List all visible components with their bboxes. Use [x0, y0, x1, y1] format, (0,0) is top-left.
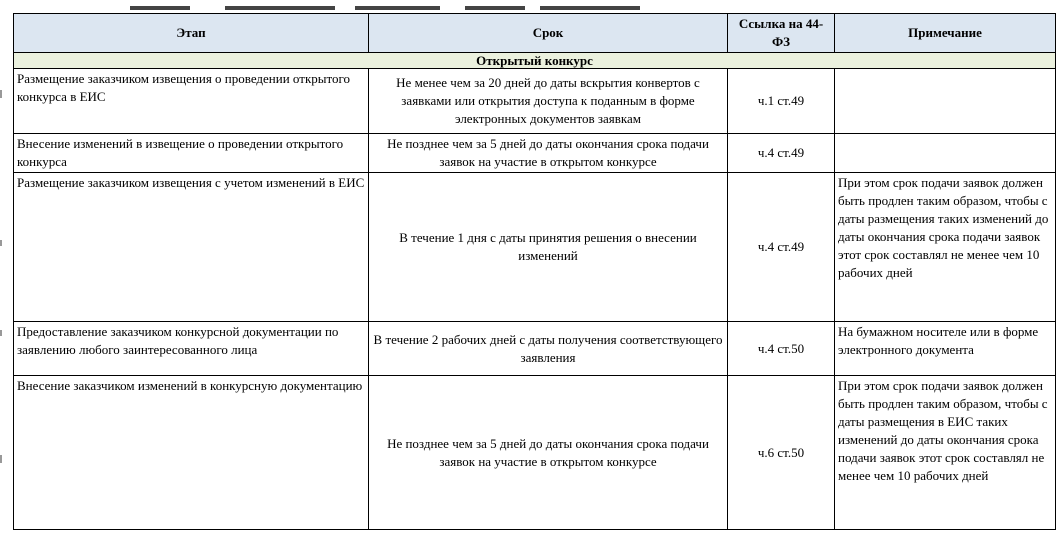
reference-cell: ч.4 ст.50: [728, 322, 835, 376]
reference-cell: ч.4 ст.49: [728, 134, 835, 173]
reference-cell: ч.6 ст.50: [728, 376, 835, 530]
left-margin-mark: [0, 455, 2, 463]
header-row: [14, 14, 1056, 53]
stage-cell: Размещение заказчиком извещения о проведении открытого конкурса в ЕИС: [14, 69, 369, 134]
header-reference: Ссылка на 44-ФЗ: [728, 14, 835, 53]
note-cell: При этом срок подачи заявок должен быть продлен таким образом, чтобы с даты размещения таких изменений до даты окончания срока подачи заявок этот срок составлял не менее чем 10 рабочих дней: [835, 173, 1056, 322]
stage-cell: Внесение изменений в извещение о проведении открытого конкурса: [14, 134, 369, 173]
note-cell: На бумажном носителе или в форме электронного документа: [835, 322, 1056, 376]
table-row: [14, 376, 1056, 530]
table-row: [14, 134, 1056, 173]
stage-cell: Размещение заказчиком извещения с учетом изменений в ЕИС: [14, 173, 369, 322]
cropped-heading-remnant: [20, 0, 1040, 14]
table-row: [14, 173, 1056, 322]
table-row: [14, 69, 1056, 134]
stage-cell: Предоставление заказчиком конкурсной документации по заявлению любого заинтересованного лица: [14, 322, 369, 376]
term-cell: В течение 1 дня с даты принятия решения о внесении изменений: [369, 173, 728, 322]
term-cell: Не менее чем за 20 дней до даты вскрытия конвертов с заявками или открытия доступа к поданным в форме электронных документов заявкам: [369, 69, 728, 134]
header-note: Примечание: [835, 14, 1056, 53]
left-margin-mark: [0, 240, 2, 246]
reference-cell: ч.4 ст.49: [728, 173, 835, 322]
note-cell: [835, 69, 1056, 134]
section-row: [14, 53, 1056, 69]
note-cell: При этом срок подачи заявок должен быть продлен таким образом, чтобы с даты размещения в ЕИС таких изменений до даты окончания срока подачи заявок этот срок составлял не менее чем 10 рабочих дней: [835, 376, 1056, 530]
term-cell: Не позднее чем за 5 дней до даты окончания срока подачи заявок на участие в открытом конкурсе: [369, 376, 728, 530]
left-margin-mark: [0, 90, 2, 98]
left-margin-mark: [0, 330, 2, 336]
reference-cell: ч.1 ст.49: [728, 69, 835, 134]
term-cell: Не позднее чем за 5 дней до даты окончания срока подачи заявок на участие в открытом конкурсе: [369, 134, 728, 173]
section-title: Открытый конкурс: [14, 53, 1056, 69]
procurement-schedule-table: [13, 13, 1056, 530]
header-stage: Этап: [14, 14, 369, 53]
note-cell: [835, 134, 1056, 173]
table-row: [14, 322, 1056, 376]
header-term: Срок: [369, 14, 728, 53]
term-cell: В течение 2 рабочих дней с даты получения соответствующего заявления: [369, 322, 728, 376]
stage-cell: Внесение заказчиком изменений в конкурсную документацию: [14, 376, 369, 530]
